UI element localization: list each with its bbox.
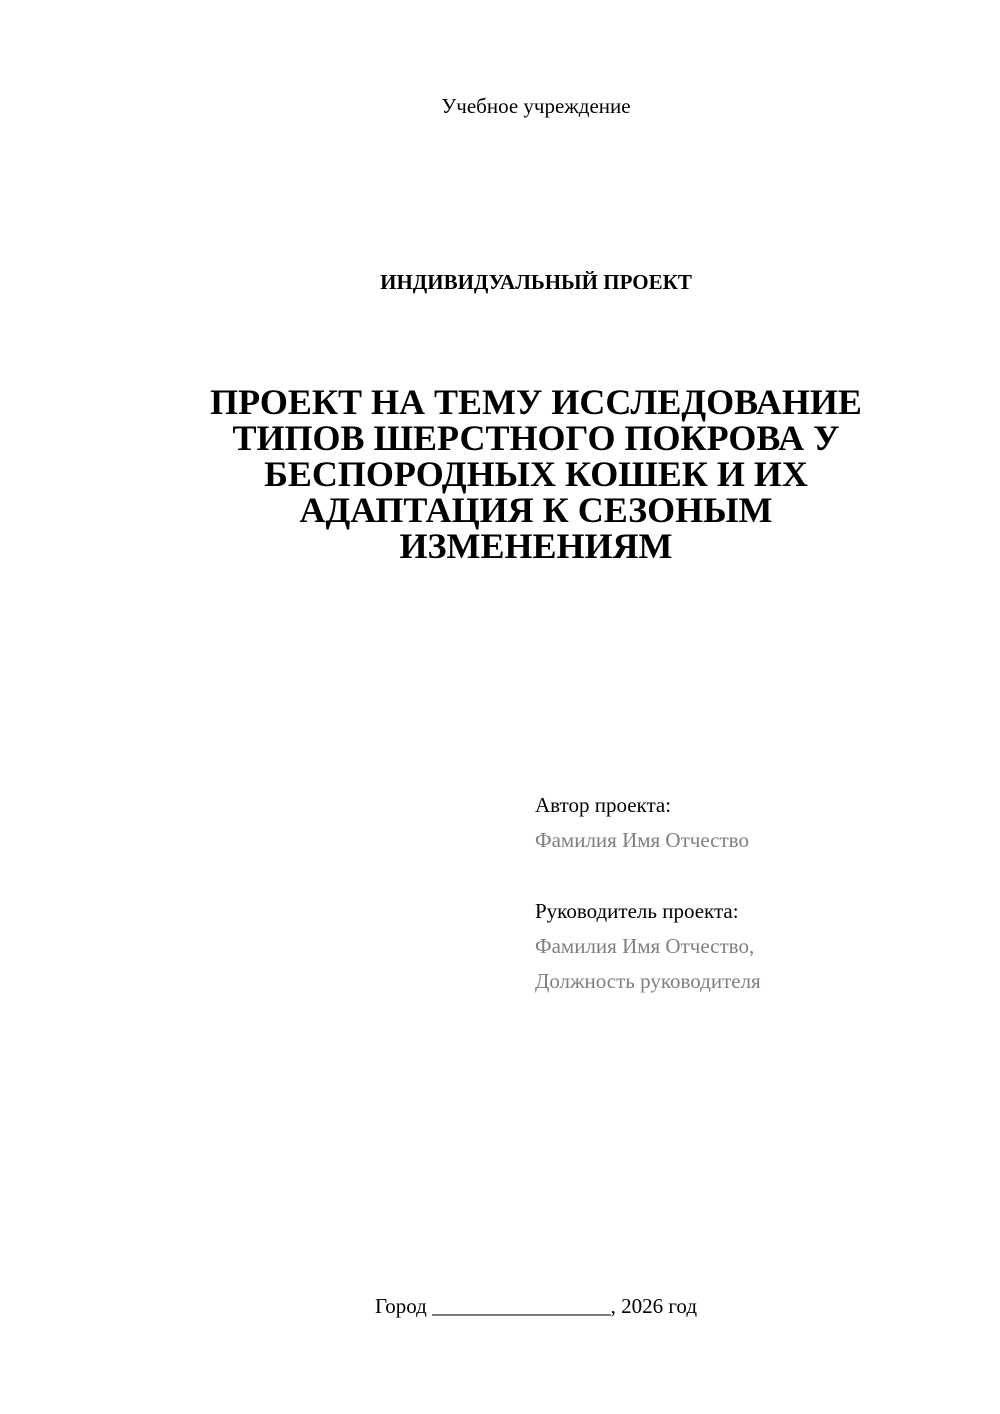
- supervisor-label: Руководитель проекта:: [535, 899, 739, 923]
- project-title-line: АДАПТАЦИЯ К СЕЗОНЫМ: [299, 490, 773, 530]
- supervisor-position: Должность руководителя: [535, 969, 761, 993]
- institution-name: Учебное учреждение: [441, 94, 631, 118]
- project-title-line: ПРОЕКТ НА ТЕМУ ИССЛЕДОВАНИЕ: [210, 382, 862, 422]
- people-block: [535, 788, 975, 999]
- project-title-line: ТИПОВ ШЕРСТНОГО ПОКРОВА У: [232, 418, 840, 458]
- project-title-line: БЕСПОРОДНЫХ КОШЕК И ИХ: [264, 454, 808, 494]
- spacer: [535, 858, 975, 894]
- author-name: Фамилия Имя Отчество: [535, 828, 749, 852]
- city-year-line: Город _________________, 2026 год: [374, 1294, 698, 1318]
- project-title-line: ИЗМЕНЕНИЯМ: [399, 526, 673, 566]
- author-label: Автор проекта:: [535, 793, 672, 817]
- project-title: [180, 384, 892, 564]
- project-type-heading: ИНДИВИДУАЛЬНЫЙ ПРОЕКТ: [380, 270, 692, 294]
- supervisor-name: Фамилия Имя Отчество,: [535, 934, 755, 958]
